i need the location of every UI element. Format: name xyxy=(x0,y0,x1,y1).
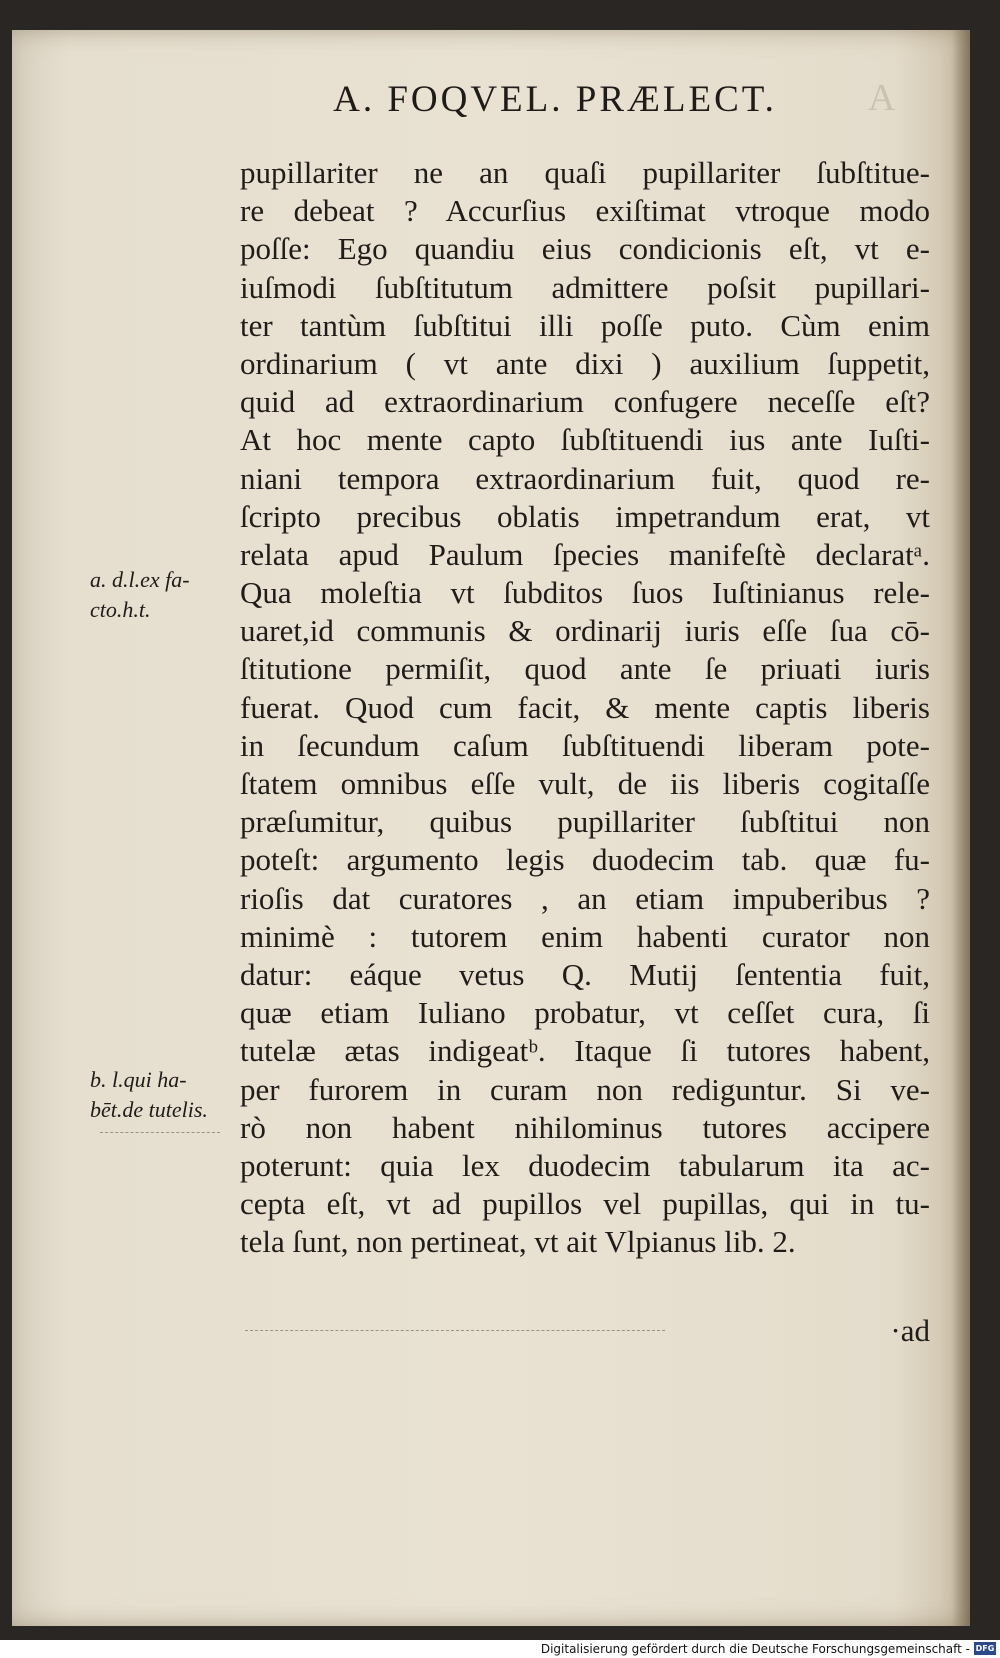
text-line: in ſecundum caſum ſubſtituendi liberam pote- xyxy=(240,727,930,763)
footer-credit: Digitalisierung gefördert durch die Deutsche Forschungsgemeinschaft - xyxy=(540,1642,970,1656)
text-line: rò non habent nihilominus tutores accipere xyxy=(240,1109,930,1145)
text-line: minimè : tutorem enim habenti curator non xyxy=(240,918,930,954)
text-line: tela ſunt, non pertineat, vt ait Vlpianus lib. 2. xyxy=(240,1224,796,1260)
text-line: relata apud Paulum ſpecies manifeſtè declaratᵃ. xyxy=(240,536,930,572)
marginal-note-line: bēt.de tutelis. xyxy=(90,1097,208,1122)
text-line: præſumitur, quibus pupillariter ſubſtitui non xyxy=(240,804,930,840)
text-line: quæ etiam Iuliano probatur, vt ceſſet cura, ſi xyxy=(240,995,930,1031)
text-line: ordinarium ( vt ante dixi ) auxilium ſuppetit, xyxy=(240,345,930,381)
text-line: pupillariter ne an quaſi pupillariter ſubſtitue- xyxy=(240,155,930,190)
text-line: niani tempora extraordinarium fuit, quod re- xyxy=(240,460,930,496)
text-rule xyxy=(245,1330,665,1331)
marginal-note-line: cto.h.t. xyxy=(90,597,151,622)
page-edge-shadow xyxy=(952,30,970,1626)
text-line: uaret,id communis & ordinarij iuris eſſe ſua cō- xyxy=(240,613,930,649)
text-line: cepta eſt, vt ad pupillos vel pupillas, qui in tu- xyxy=(240,1186,930,1222)
body-text xyxy=(240,154,930,1261)
marginal-note-b xyxy=(90,1065,208,1125)
dfg-logo: DFG xyxy=(975,1644,995,1653)
text-line: datur: eáque vetus Q. Mutij ſententia fuit, xyxy=(240,956,930,992)
text-line: rioſis dat curatores , an etiam impuberibus ? xyxy=(240,880,930,916)
text-line: iuſmodi ſubſtitutum admittere poſsit pupillari- xyxy=(240,269,930,305)
text-line: ter tantùm ſubſtitui illi poſſe puto. Cùm enim xyxy=(240,307,930,343)
text-line: Qua moleſtia vt ſubditos ſuos Iuſtinianus rele- xyxy=(240,575,930,611)
text-line: poterunt: quia lex duodecim tabularum ita ac- xyxy=(240,1147,930,1183)
text-line: poteſt: argumento legis duodecim tab. quæ fu- xyxy=(240,842,930,878)
marginal-note-line: a. d.l.ex fa- xyxy=(90,567,190,592)
text-line: ſcripto precibus oblatis impetrandum erat, vt xyxy=(240,498,930,534)
text-line: At hoc mente capto ſubſtituendi ius ante Iuſti- xyxy=(240,422,930,458)
marginal-note-a xyxy=(90,565,190,625)
text-line: re debeat ? Accurſius exiſtimat vtroque modo xyxy=(240,193,930,229)
catchword: ·ad xyxy=(890,1313,930,1348)
digitization-footer xyxy=(0,1640,1000,1658)
text-line: ſtatem omnibus eſſe vult, de iis liberis cogitaſſe xyxy=(240,766,930,801)
text-line: ſtitutione permiſit, quod ante ſe priuati iuris xyxy=(240,651,930,687)
marginal-rule xyxy=(100,1132,220,1133)
marginal-note-line: b. l.qui ha- xyxy=(90,1067,187,1092)
text-line: fuerat. Quod cum facit, & mente captis liberis xyxy=(240,689,930,725)
text-line: tutelæ ætas indigeatᵇ. Itaque ſi tutores habent, xyxy=(240,1033,930,1069)
text-line: per furorem in curam non rediguntur. Si ve- xyxy=(240,1071,930,1107)
text-line: poſſe: Ego quandiu eius condicionis eſt, vt e- xyxy=(240,231,930,267)
text-line: quid ad extraordinarium confugere neceſſe eſt? xyxy=(240,384,930,420)
bleed-through-text: A xyxy=(868,77,898,119)
running-head: A. FOQVEL. PRÆLECT. xyxy=(333,79,777,120)
